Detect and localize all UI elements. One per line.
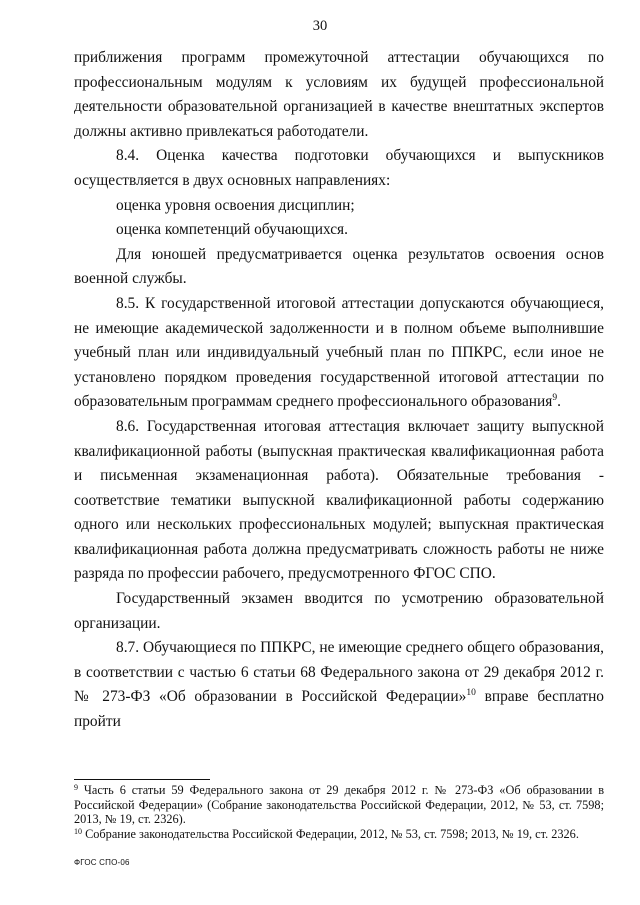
- paragraph-continuation: приближения программ промежуточной аттестации обучающихся по профессиональным модулям к условиям их будущей профессиональной деятельности образовательной организацией в качестве внештатных экспертов должны активно привлекаться работодатели.: [74, 49, 604, 140]
- main-text: [74, 46, 604, 735]
- footnote-ref-10[interactable]: 10: [466, 688, 476, 699]
- paragraph-8-7: 8.7. Обучающиеся по ППКРС, не имеющие среднего общего образования, в соответствии с частью 6 статьи 68 Федерального закона от 29 декабря 2012 г. № 273-ФЗ «Об образовании в Российской Федерации»$^{10}$ вправе бесплатно пройти: [74, 639, 604, 731]
- paragraph-8-6: 8.6. Государственная итоговая аттестация включает защиту выпускной квалификационной работы (выпускная практическая квалификационная работа и письменная экзаменационная работа). Обязательные требования - соответствие тематики выпускной квалификационной работы содержанию одного или нескольких профессиональных модулей; выпускная практическая квалификационная работа должна предусматривать сложность работы не ниже разряда по профессии рабочего, предусмотренного ФГОС СПО.: [74, 417, 604, 583]
- footnote-divider: [74, 779, 210, 780]
- footnote-9: $^9$ Часть 6 статьи 59 Федерального закона от 29 декабря 2012 г. № 273-ФЗ «Об образовании в Российской Федерации» (Собрание законодательства Российской Федерации, 2012, № 53, ст. 7598; 2013, № 19, ст. 2326).: [74, 783, 604, 826]
- footnote-10: $^{10}$ Собрание законодательства Российской Федерации, 2012, № 53, ст. 7598; 2013, № 19, ст. 2326.: [74, 826, 579, 841]
- paragraph-8-4: 8.4. Оценка качества подготовки обучающихся и выпускников осуществляется в двух основных направлениях:: [74, 147, 604, 189]
- paragraph-military-service: Для юношей предусматривается оценка результатов освоения основ военной службы.: [74, 245, 604, 288]
- page-footer-label: ФГОС СПО-06: [74, 858, 130, 867]
- paragraph-state-exam: Государственный экзамен вводится по усмотрению образовательной организации.: [74, 590, 604, 632]
- list-item-disciplines: оценка уровня освоения дисциплин;: [116, 196, 355, 214]
- list-item-competencies: оценка компетенций обучающихся.: [116, 221, 348, 239]
- footnote-ref-9[interactable]: 9: [552, 393, 558, 404]
- footnotes: [74, 783, 604, 841]
- paragraph-8-5: 8.5. К государственной итоговой аттестации допускаются обучающиеся, не имеющие академической задолженности и в полном объеме выполнившие учебный план или индивидуальный учебный план по ППКРС, если иное не установлено порядком проведения государственной итоговой аттестации по образовательным программам среднего профессионального образования$^9$.: [74, 294, 604, 411]
- page-number: 30: [312, 18, 328, 34]
- footnote-mark-9: 9: [74, 783, 78, 792]
- footnote-mark-10: 10: [74, 826, 82, 836]
